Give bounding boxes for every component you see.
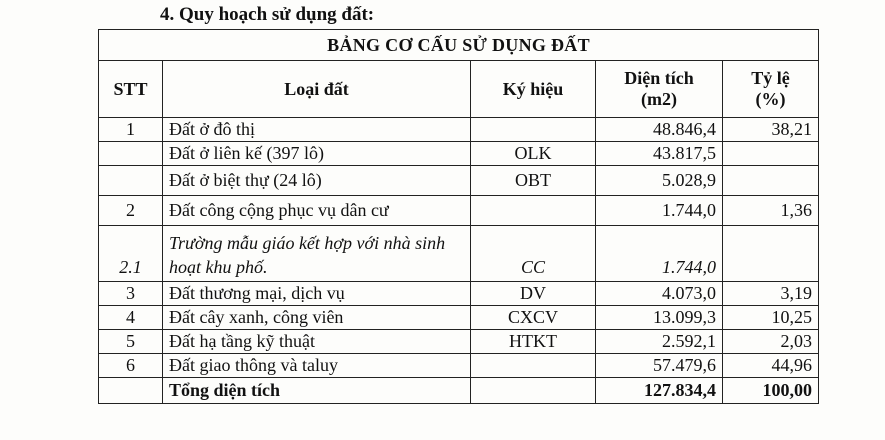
- cell-stt: 4: [99, 306, 163, 330]
- cell-land-type: Đất ở biệt thự (24 lô): [163, 166, 471, 196]
- cell-area: 4.073,0: [596, 282, 723, 306]
- cell-land-type: Đất cây xanh, công viên: [163, 306, 471, 330]
- total-percent: 100,00: [723, 378, 819, 404]
- cell-symbol: CC: [471, 226, 596, 282]
- cell-area: 48.846,4: [596, 118, 723, 142]
- total-row: [99, 378, 819, 404]
- header-area: Diện tích (m2): [596, 61, 723, 118]
- cell-stt: [99, 378, 163, 404]
- cell-land-type: Đất giao thông và taluy: [163, 354, 471, 378]
- section-heading: 4. Quy hoạch sử dụng đất:: [160, 4, 375, 25]
- cell-area: 1.744,0: [596, 196, 723, 226]
- cell-land-type: Đất thương mại, dịch vụ: [163, 282, 471, 306]
- cell-land-type: Đất ở đô thị: [163, 118, 471, 142]
- header-percent: Tỷ lệ (%): [723, 61, 819, 118]
- cell-stt: 6: [99, 354, 163, 378]
- cell-percent: 44,96: [723, 354, 819, 378]
- cell-symbol: OBT: [471, 166, 596, 196]
- cell-percent: [723, 166, 819, 196]
- cell-area: 2.592,1: [596, 330, 723, 354]
- cell-land-type: Đất hạ tầng kỹ thuật: [163, 330, 471, 354]
- cell-stt: [99, 166, 163, 196]
- cell-area: 13.099,3: [596, 306, 723, 330]
- cell-land-type: Trường mẫu giáo kết hợp với nhà sinh hoạt khu phố.: [163, 226, 471, 282]
- table-row: [99, 118, 819, 142]
- cell-percent: 38,21: [723, 118, 819, 142]
- table-row: [99, 226, 819, 282]
- total-area: 127.834,4: [596, 378, 723, 404]
- cell-land-type: Đất công cộng phục vụ dân cư: [163, 196, 471, 226]
- cell-symbol: OLK: [471, 142, 596, 166]
- cell-percent: [723, 226, 819, 282]
- table-row: [99, 282, 819, 306]
- cell-symbol: CXCV: [471, 306, 596, 330]
- header-land-type: Loại đất: [163, 61, 471, 118]
- table-row: [99, 166, 819, 196]
- cell-symbol: [471, 378, 596, 404]
- table-row: [99, 354, 819, 378]
- cell-symbol: HTKT: [471, 330, 596, 354]
- cell-land-type: Đất ở liên kế (397 lô): [163, 142, 471, 166]
- table-title: BẢNG CƠ CẤU SỬ DỤNG ĐẤT: [99, 30, 819, 61]
- cell-stt: 5: [99, 330, 163, 354]
- table-header-row: [99, 61, 819, 118]
- cell-percent: 3,19: [723, 282, 819, 306]
- cell-percent: 1,36: [723, 196, 819, 226]
- cell-stt: [99, 142, 163, 166]
- land-use-table: [98, 29, 819, 404]
- cell-percent: 10,25: [723, 306, 819, 330]
- cell-stt: 3: [99, 282, 163, 306]
- header-stt: STT: [99, 61, 163, 118]
- cell-area: 1.744,0: [596, 226, 723, 282]
- table-row: [99, 196, 819, 226]
- table-row: [99, 330, 819, 354]
- cell-area: 57.479,6: [596, 354, 723, 378]
- table-row: [99, 142, 819, 166]
- cell-symbol: DV: [471, 282, 596, 306]
- header-symbol: Ký hiệu: [471, 61, 596, 118]
- cell-stt: 2.1: [99, 226, 163, 282]
- total-label: Tổng diện tích: [163, 378, 471, 404]
- cell-percent: [723, 142, 819, 166]
- cell-symbol: [471, 196, 596, 226]
- table-row: [99, 306, 819, 330]
- cell-area: 5.028,9: [596, 166, 723, 196]
- cell-stt: 2: [99, 196, 163, 226]
- cell-symbol: [471, 118, 596, 142]
- cell-area: 43.817,5: [596, 142, 723, 166]
- cell-symbol: [471, 354, 596, 378]
- cell-stt: 1: [99, 118, 163, 142]
- table-title-row: [99, 30, 819, 61]
- cell-percent: 2,03: [723, 330, 819, 354]
